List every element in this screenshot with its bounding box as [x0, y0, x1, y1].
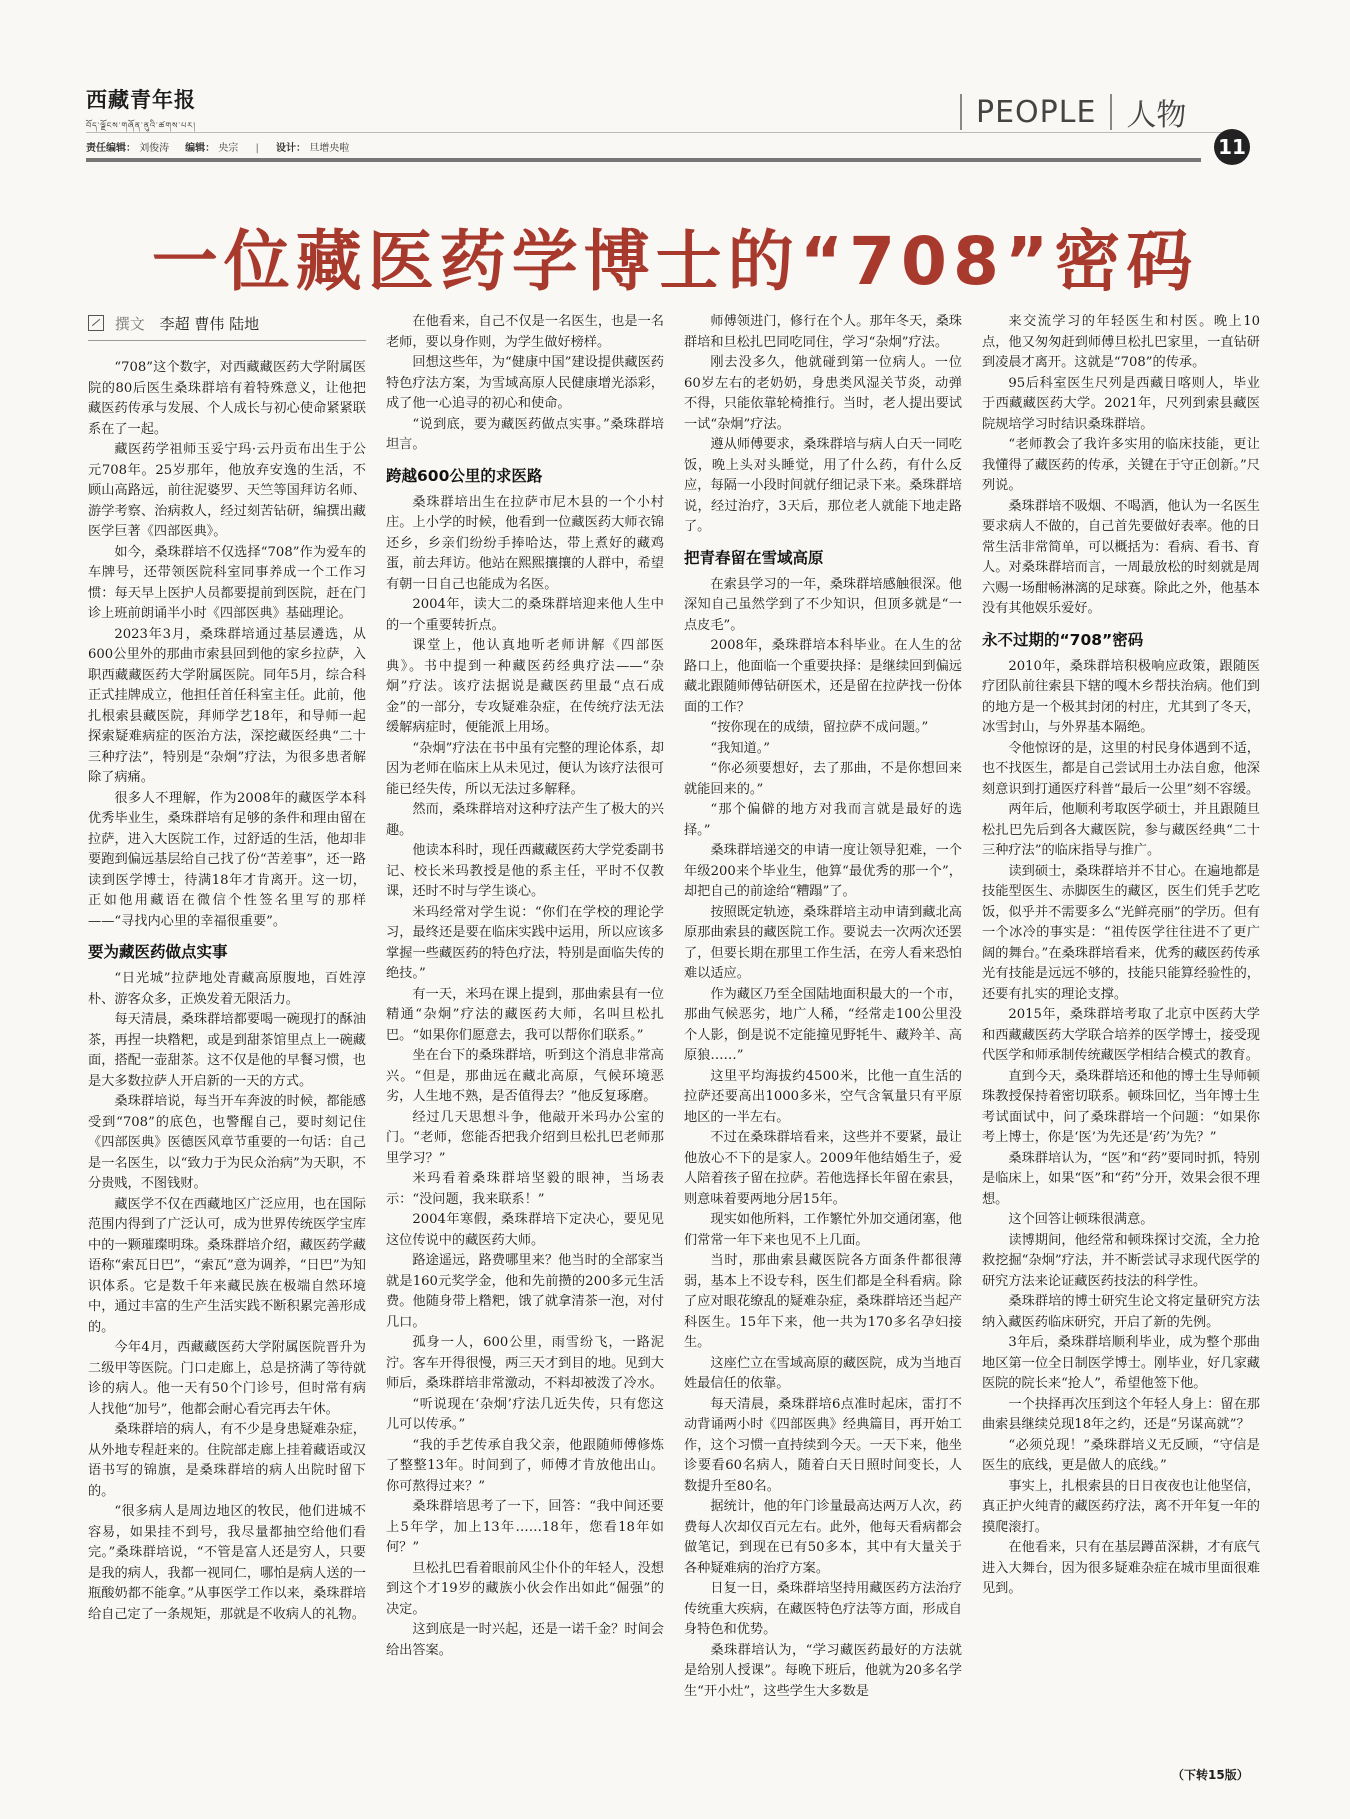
section-subheading: 跨越600公里的求医路: [386, 466, 543, 485]
paragraph: “我知道。”: [710, 740, 771, 756]
paragraph: 桑珠群培出生在拉萨市尼木县的一个小村庄。上小学的时候，他看到一位藏医药大师衣锦还乡，乡亲们纷纷手捧哈达，带上煮好的藏鸡蛋，前去拜访。他站在熙熙攘攘的人群中，希望有朝一日自己也能成为名医。: [386, 494, 664, 592]
paragraph: 孤身一人，600公里，雨雪纷飞，一路泥泞。客车开得很慢，两三天才到目的地。见到大师后，桑珠群培非常激动，不料却被泼了冷水。: [386, 1335, 664, 1391]
paragraph: 桑珠群培说，每当开车奔波的时候，都能感受到“708”的底色，也警醒自己，要时刻记住《四部医典》医德医风章节重要的一句话：自己是一名医生，以“致力于为民众治病”为天职，不分贵贱，不图钱财。: [88, 1094, 366, 1191]
byline-label: 撰文: [114, 315, 145, 333]
paragraph: 经过几天思想斗争，他敲开米玛办公室的门。“老师，您能否把我介绍到旦松扎巴老师那里学习？”: [386, 1109, 664, 1166]
paragraph: 回想这些年，为“健康中国”建设提供藏医药特色疗法方案，为雪域高原人民健康增光添彩，成了他一心追寻的初心和使命。: [386, 355, 664, 411]
byline-rule: [88, 340, 366, 341]
newspaper-name-tibetan: བོད་ལྗོངས་གཞོན་ནུའི་ཚགས་པར།: [86, 121, 196, 130]
paragraph: 2015年，桑珠群培考取了北京中医药大学和西藏藏医药大学联合培养的医学博士，接受现代医学和师承制传统藏医学相结合模式的教育。: [982, 1007, 1260, 1063]
divider: [1110, 94, 1112, 130]
paragraph: 在他看来，只有在基层蹲苗深耕，才有底气进入大舞台，因为很多疑难杂症在城市里面很难见到。: [982, 1540, 1260, 1596]
header-rule: [86, 132, 1231, 133]
paragraph: 2004年寒假，桑珠群培下定决心，要见见这位传说中的藏医药大师。: [386, 1212, 664, 1248]
paragraph: “按你现在的成绩，留拉萨不成问题。”: [710, 720, 929, 735]
paragraph: 桑珠群培递交的申请一度让领导犯难，一个年级200来个毕业生，他算“最优秀的那一个”，却把自己的前途给“糟蹋”了。: [684, 843, 962, 899]
section-subheading: 要为藏医药做点实事: [88, 943, 228, 961]
paragraph: 刚去没多久，他就碰到第一位病人。一位60岁左右的老奶奶，身患类风湿关节炎，动弹不得，只能依靠轮椅推行。当时，老人提出要试一试“杂炯”疗法。: [684, 355, 962, 432]
section-subheading: 永不过期的“708”密码: [982, 630, 1144, 649]
paragraph: 桑珠群培思考了一下，回答：“我中间还要上5年学，加上13年……18年，您看18年如何？”: [386, 1499, 664, 1555]
editor-label: 编辑：: [185, 143, 216, 154]
paragraph: “我的手艺传承自我父亲，他跟随师傅修炼了整整13年。时间到了，师傅才肯放他出山。你可熬得过来？”: [386, 1437, 664, 1494]
paragraph: 读到硕士，桑珠群培并不甘心。在遍地都是技能型医生、赤脚医生的藏区，医生们凭手艺吃饭，似乎并不需要多么“光鲜亮丽”的学历。但有一个冰冷的事实是：“祖传医学往往进不了更广阔的舞台。”在桑珠群培看来，优秀的藏医药传承光有技能是远远不够的，技能只能算经验性的，还要有扎实的理论支撑。: [982, 863, 1260, 1002]
paragraph: 在索县学习的一年，桑珠群培感触很深。他深知自己虽然学到了不少知识，但顶多就是“一点皮毛”。: [684, 576, 962, 633]
paragraph: “必须兑现！”桑珠群培义无反顾，“守信是医生的底线，更是做人的底线。”: [982, 1437, 1260, 1473]
paragraph: 据统计，他的年门诊量最高达两万人次，药费每人次却仅百元左右。此外，他每天看病都会做笔记，到现在已有50多本，其中有大量关于各种疑难病的治疗方案。: [684, 1499, 962, 1576]
paragraph: 95后科室医生尺列是西藏日喀则人，毕业于西藏藏医药大学。2021年，尺列到索县藏医院规培学习时结识桑珠群培。: [982, 375, 1260, 432]
paragraph: 3年后，桑珠群培顺利毕业，成为整个那曲地区第一位全日制医学博士。刚毕业，好几家藏医院的院长来“抢人”，希望他签下他。: [982, 1335, 1260, 1391]
paragraph: 当时，那曲索县藏医院各方面条件都很薄弱，基本上不设专科，医生们都是全科看病。除了应对眼花缭乱的疑难杂症，桑珠群培还当起产科医生。15年下来，他一共为170多名孕妇接生。: [684, 1253, 962, 1350]
section-name-zh: 人物: [1126, 98, 1187, 133]
continued-note: （下转15版）: [1172, 1768, 1249, 1782]
paragraph: 旦松扎巴看着眼前风尘仆仆的年轻人，没想到这个才19岁的藏族小伙会作出如此“倔强”的决定。: [386, 1560, 664, 1617]
section-header: [960, 92, 1186, 132]
article-column-4: [982, 312, 1260, 1600]
paragraph: “杂炯”疗法在书中虽有完整的理论体系，却因为老师在临床上从未见过，便认为该疗法很可能已经失传，所以无法过多解释。: [386, 740, 664, 797]
paragraph: 米玛经常对学生说：“你们在学校的理论学习，最终还是要在临床实践中运用，所以应该多掌握一些藏医药的特色疗法，特别是面临失传的绝技。”: [386, 904, 664, 981]
paragraph: “708”这个数字，对西藏藏医药大学附属医院的80后医生桑珠群培有着特殊意义，让他把藏医药传承与发展、个人成长与初心使命紧紧联系在了一起。: [88, 360, 366, 437]
paragraph: “很多病人是周边地区的牧民，他们进城不容易，如果挂不到号，我尽量都抽空给他们看完。”桑珠群培说，“不管是富人还是穷人，只要是我的病人，我都一视同仁，哪怕是病人送的一瓶酸奶都不能拿。”从事医学工作以来，桑珠群培给自己定了一条规矩，那就是不收病人的礼物。: [88, 1504, 366, 1622]
paragraph: “那个偏僻的地方对我而言就是最好的选择。”: [684, 802, 962, 838]
paragraph: 有一天，米玛在课上提到，那曲索县有一位精通“杂炯”疗法的藏医药大师，名叫旦松扎巴。“如果你们愿意去，我可以帮你们联系。”: [386, 986, 664, 1043]
paragraph: 读博期间，他经常和顿珠探讨交流，全力抢救挖掘“杂炯”疗法，并不断尝试寻求现代医学的研究方法来论证藏医药技法的科学性。: [982, 1232, 1260, 1289]
paragraph: 作为藏区乃至全国陆地面积最大的一个市，那曲气候恶劣，地广人稀，“经常走100公里没个人影，倒是说不定能撞见野牦牛、藏羚羊、高原狼……”: [684, 986, 962, 1063]
paragraph: 今年4月，西藏藏医药大学附属医院晋升为二级甲等医院。门口走廊上，总是挤满了等待就诊的病人。他一天有50个门诊号，但时常有病人找他“加号”，他都会耐心看完再去午休。: [88, 1340, 366, 1417]
paragraph: 米玛看着桑珠群培坚毅的眼神，当场表示：“没问题，我来联系！”: [386, 1171, 664, 1207]
divider: [960, 94, 962, 130]
paragraph: 这里平均海拔约4500米，比他一直生活的拉萨还要高出1000多米，空气含氧量只有平原地区的一半左右。: [684, 1068, 962, 1125]
paragraph: 他读本科时，现任西藏藏医药大学党委副书记、校长米玛教授是他的系主任，平时不仅教课，还时不时与学生谈心。: [386, 843, 664, 899]
paragraph: 藏医学不仅在西藏地区广泛应用，也在国际范围内得到了广泛认可，成为世界传统医学宝库中的一颗璀璨明珠。桑珠群培介绍，藏医药学藏语称“索瓦日巴”，“索瓦”意为调养，“日巴”为知识体系。它是数千年来藏民族在极端自然环境中，通过丰富的生产生活实践不断积累完善形成的。: [88, 1196, 366, 1335]
article-column-3: [684, 312, 962, 1702]
paragraph: 路途遥远，路费哪里来？他当时的全部家当就是160元奖学金，他和先前攒的200多元生活费。他随身带上糌粑，饿了就拿清茶一泡，对付几口。: [386, 1253, 664, 1330]
paragraph: 日复一日，桑珠群培坚持用藏医药方法治疗传统重大疾病，在藏医特色疗法等方面，形成自身特色和优势。: [684, 1581, 962, 1637]
header-bar: [86, 156, 1231, 164]
paragraph: 这个回答让顿珠很满意。: [1008, 1212, 1154, 1227]
paragraph: 坐在台下的桑珠群培，听到这个消息非常高兴。“但是，那曲远在藏北高原，气候环境恶劣，人生地不熟，是否值得去？”他反复琢磨。: [386, 1048, 664, 1104]
paragraph: 桑珠群培的病人，有不少是身患疑难杂症，从外地专程赶来的。住院部走廊上挂着藏语或汉语书写的锦旗，是桑珠群培的病人出院时留下的。: [88, 1422, 366, 1499]
article-column-1: [88, 358, 366, 1625]
designer-label: 设计：: [276, 143, 307, 154]
paragraph: 事实上，扎根索县的日日夜夜也让他坚信，真正护火纯青的藏医药疗法，离不开年复一年的摸爬滚打。: [982, 1478, 1260, 1535]
paragraph: 很多人不理解，作为2008年的藏医学本科优秀毕业生，桑珠群培有足够的条件和理由留在拉萨，进入大医院工作，过舒适的生活，他却非要跑到偏远基层给自己找了份“苦差事”，还一路读到医学博士，待满18年才肯离开。这一切，正如他用藏语在微信个性签名里写的那样——“寻找内心里的幸福很重要”。: [88, 790, 366, 929]
paragraph: 桑珠群培认为，“学习藏医药最好的方法就是给别人授课”。每晚下班后，他就为20多名学生“开小灶”，这些学生大多数是: [684, 1642, 962, 1699]
paragraph: 藏医药学祖师玉妥宁玛·云丹贡布出生于公元708年。25岁那年，他放弃安逸的生活，不顾山高路远，前往泥婆罗、天竺等国拜访名师、游学考察、治病救人，经过刻苦钻研，编撰出藏医学巨著《四部医典》。: [88, 442, 366, 539]
paragraph: “老师教会了我许多实用的临床技能，更让我懂得了藏医药的传承，关键在于守正创新。”尺列说。: [982, 437, 1260, 493]
newspaper-name: 西藏青年报: [86, 87, 196, 112]
paragraph: “你必须要想好，去了那曲，不是你想回来就能回来的。”: [684, 761, 962, 797]
paragraph: 每天清晨，桑珠群培6点准时起床，雷打不动背诵两小时《四部医典》经典篇目，再开始工作，这个习惯一直持续到今天。一天下来，他坐诊要看60名病人，随着白天日照时间变长，人数提升至80名。: [684, 1396, 962, 1494]
paragraph: “日光城”拉萨地处青藏高原腹地，百姓淳朴、游客众多，正焕发着无限活力。: [88, 971, 366, 1007]
paragraph: 现实如他所料，工作繁忙外加交通闭塞，他们常常一年下来也见不上几面。: [684, 1212, 962, 1248]
paragraph: 按照既定轨迹，桑珠群培主动申请到藏北高原那曲索县的藏医院工作。要说去一次两次还罢了，但要长期在那里工作生活，在旁人看来恐怕难以适应。: [684, 904, 962, 981]
paragraph: 2004年，读大二的桑珠群培迎来他人生中的一个重要转折点。: [386, 597, 664, 633]
paragraph: 桑珠群培不吸烟、不喝酒，他认为一名医生要求病人不做的，自己首先要做好表率。他的日常生活非常简单，可以概括为：看病、看书、育人。对桑珠群培而言，一周最放松的时刻就是周六赐一场酣畅淋漓的足球赛。除此之外，他基本没有其他娱乐爱好。: [982, 498, 1260, 616]
paragraph: 来交流学习的年轻医生和村医。晚上10点，他又匆匆赶到师傅旦松扎巴家里，一直钻研到凌晨才离开。这就是“708”的传承。: [982, 314, 1260, 370]
paragraph: 一个抉择再次压到这个年轻人身上：留在那曲索县继续兑现18年之约，还是“另谋高就”？: [982, 1396, 1260, 1432]
editor-label: 责任编辑：: [86, 143, 136, 154]
paragraph: 每天清晨，桑珠群培都要喝一碗现打的酥油茶，再捏一块糌粑，或是到甜茶馆里点上一碗藏面，搭配一壶甜茶。这不仅是他的早餐习惯，也是大多数拉萨人开启新的一天的方式。: [88, 1012, 366, 1089]
editor-credits: 责任编辑： 刘俊涛 编辑： 央宗 | 设计： 旦增央啦: [86, 143, 350, 154]
paragraph: 这到底是一时兴起，还是一诺千金？时间会给出答案。: [386, 1622, 664, 1658]
section-name-en: PEOPLE: [976, 94, 1097, 130]
paragraph: 这座伫立在雪域高原的藏医院，成为当地百姓最信任的依靠。: [684, 1355, 962, 1391]
masthead: [86, 84, 196, 139]
paragraph: 不过在桑珠群培看来，这些并不要紧，最让他放心不下的是家人。2009年他结婚生子，爱人陪着孩子留在拉萨。若他选择长年留在索县，则意味着要两地分居15年。: [684, 1130, 962, 1207]
section-subheading: 把青春留在雪域高原: [684, 548, 824, 567]
paragraph: 如今，桑珠群培不仅选择“708”作为爱车的车牌号，还带领医院科室同事养成一个工作习惯：每天早上医护人员都要提前到医院，赶在门诊上班前朗诵半小时《四部医典》基础理论。: [88, 544, 366, 621]
article-column-2: [386, 312, 664, 1661]
paragraph: “说到底，要为藏医药做点实事。”桑珠群培坦言。: [386, 416, 664, 452]
paragraph: 2023年3月，桑珠群培通过基层遴选，从600公里外的那曲市索县回到他的家乡拉萨，入职西藏藏医药大学附属医院。同年5月，综合科正式挂牌成立，他担任首任科室主任。此前，他扎根索县藏医院，拜师学艺18年，和导师一起探索疑难病症的医治方法，深挖藏医经典“二十三种疗法”，特别是“杂炯”疗法，为很多患者解除了病痛。: [88, 626, 366, 785]
paragraph: 在他看来，自己不仅是一名医生，也是一名老师，要以身作则，为学生做好榜样。: [386, 314, 664, 350]
designer-name: 旦增央啦: [309, 143, 350, 154]
paragraph: 两年后，他顺利考取医学硕士，并且跟随旦松扎巴先后到各大藏医院，参与藏医经典“二十三种疗法”的临床指导与推广。: [982, 802, 1260, 858]
editor-name: 央宗: [218, 143, 239, 154]
paragraph: 2010年，桑珠群培积极响应政策，跟随医疗团队前往索县下辖的嘎木乡帮扶治病。他们到的地方是一个极其封闭的村庄，尤其到了冬天，冰雪封山，与外界基本隔绝。: [982, 658, 1260, 735]
paragraph: 桑珠群培的博士研究生论文将定量研究方法纳入藏医药临床研究，开启了新的先例。: [982, 1294, 1260, 1330]
paragraph: 桑珠群培认为，“医”和“药”要同时抓，特别是临床上，如果“医”和“药”分开，效果会很不理想。: [982, 1150, 1260, 1207]
paragraph: 遵从师傅要求，桑珠群培与病人白天一同吃饭，晚上头对头睡觉，用了什么药，有什么反应，每隔一小段时间就仔细记录下来。桑珠群培说，经过治疗，3天后，那位老人就能下地走路了。: [684, 437, 962, 534]
byline-authors: 李超 曹伟 陆地: [159, 315, 260, 333]
paragraph: “听说现在‘杂炯’疗法几近失传，只有您这儿可以传承。”: [386, 1396, 664, 1432]
paragraph: 然而，桑珠群培对这种疗法产生了极大的兴趣。: [386, 802, 664, 838]
byline: [88, 313, 366, 334]
headline: 一位藏医药学博士的“708”密码: [151, 223, 1199, 300]
page-number: 11: [1214, 129, 1250, 165]
pen-icon: [88, 315, 104, 331]
paragraph: 2008年，桑珠群培本科毕业。在人生的岔路口上，他面临一个重要抉择：是继续回到偏远藏北跟随师傅钻研医术，还是留在拉萨找一份体面的工作？: [684, 638, 962, 715]
editor-name: 刘俊涛: [139, 143, 170, 154]
paragraph: 直到今天，桑珠群培还和他的博士生导师顿珠教授保持着密切联系。顿珠回忆，当年博士生考试面试中，问了桑珠群培一个问题：“如果你考上博士，你是‘医’为先还是‘药’为先？”: [982, 1068, 1260, 1145]
paragraph: 师傅领进门，修行在个人。那年冬天，桑珠群培和旦松扎巴同吃同住，学习“杂炯”疗法。: [684, 314, 962, 350]
paragraph: 课堂上，他认真地听老师讲解《四部医典》。书中提到一种藏医药经典疗法——“杂炯”疗法。该疗法据说是藏医药里最“点石成金”的一部分，专攻疑难杂症，在传统疗法无法缓解病症时，便能派上用场。: [386, 638, 664, 735]
paragraph: 令他惊讶的是，这里的村民身体遇到不适，也不找医生，都是自己尝试用土办法自愈，他深刻意识到打通医疗科普“最后一公里”刻不容缓。: [982, 740, 1260, 797]
